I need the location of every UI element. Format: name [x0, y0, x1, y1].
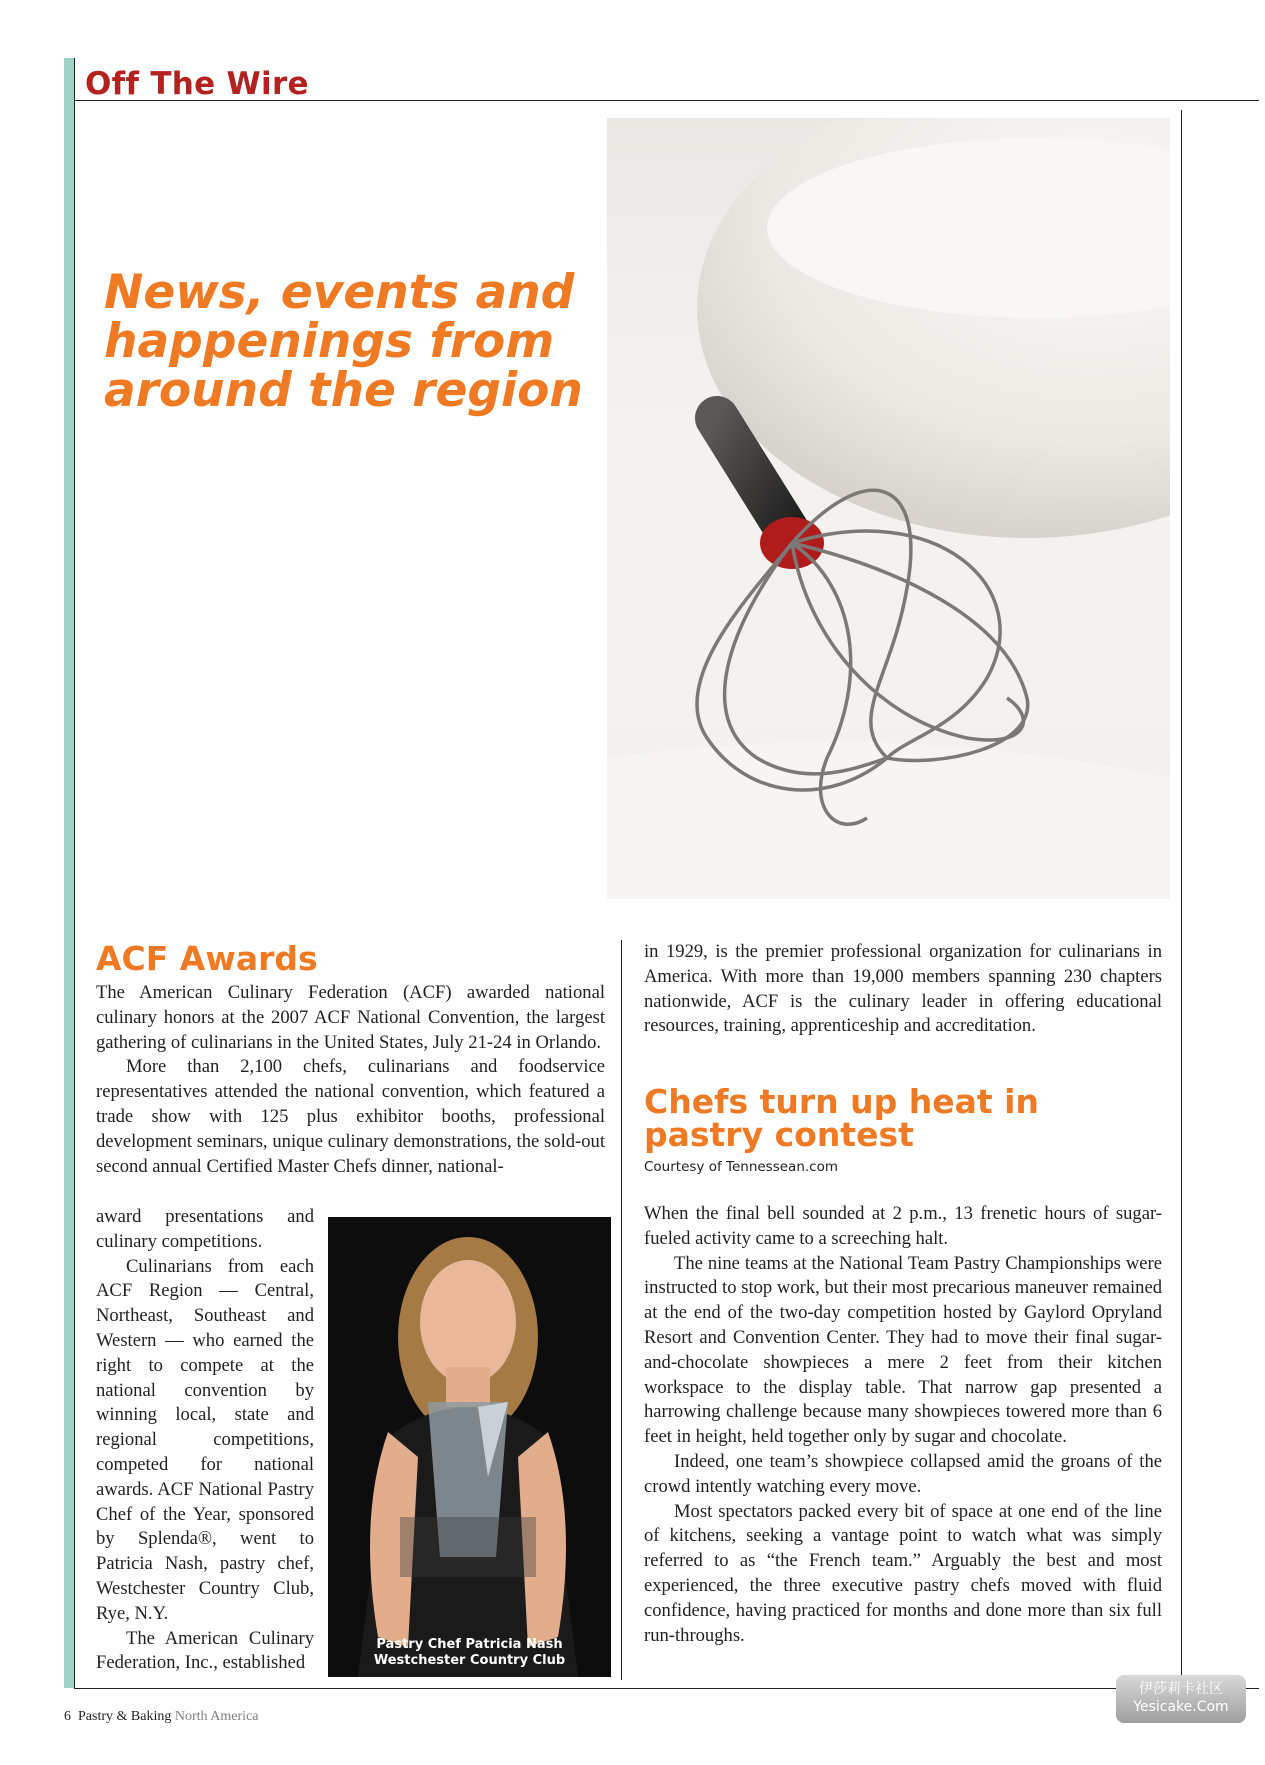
contest-heading-line-2: pastry contest [644, 1115, 914, 1154]
page-frame-left [74, 58, 75, 1688]
hero-line-2: happenings from [104, 314, 555, 369]
footer-rule [74, 1688, 1259, 1689]
contest-paragraph-3: Indeed, one team’s showpiece collapsed amid the groans of the crowd intently watching every move. [644, 1450, 1162, 1497]
hero-headline [104, 265, 604, 418]
watermark-line-1: 伊莎莉卡社区 [1139, 1681, 1223, 1697]
acf-paragraph-4-cont: in 1929, is the premier professional organization for culinarians in America. With more than 19,000 members spanning 230 chapters nationwide, ACF is the culinary leader in offering educational resources, training, apprenticeship and accreditation. [644, 941, 1162, 1037]
magazine-name: Pastry & Baking [78, 1709, 172, 1724]
acf-paragraph-2: More than 2,100 chefs, culinarians and foodservice representatives attended the national convention, which featured a trade show with 125 plus exhibitor booths, professional development seminars, unique culinary demonstrations, the sold-out second annual Certified Master Chefs dinner, national- [96, 1056, 605, 1177]
acf-article-narrow [96, 1205, 314, 1676]
caption-line-2: Westchester Country Club [373, 1653, 566, 1668]
acf-paragraph-3: Culinarians from each ACF Region — Central, Northeast, Southeast and Western — who earned the right to compete at the national convention by winning local, state and regional competitions, competed for national awards. ACF National Pastry Chef of the Year, sponsored by Splenda®, went to Patricia Nash, pastry chef, Westchester Country Club, Rye, N.Y. [96, 1255, 314, 1624]
hero-line-1: News, events and [104, 265, 575, 320]
contest-heading [644, 1082, 1039, 1154]
acf-article-continued [644, 940, 1162, 1039]
whisk-photo [607, 118, 1170, 899]
acf-article-top [96, 981, 605, 1179]
contest-heading-line-1: Chefs turn up heat in [644, 1082, 1039, 1121]
acf-paragraph-2-cont: award presentations and culinary competitions. [96, 1206, 314, 1252]
contest-paragraph-1: When the final bell sounded at 2 p.m., 13 frenetic hours of sugar-fueled activity came to a screeching halt. [644, 1203, 1162, 1249]
contest-article [644, 1202, 1162, 1648]
site-watermark [1116, 1675, 1246, 1723]
page-number: 6 [64, 1709, 71, 1724]
right-rule [1181, 110, 1182, 1680]
magazine-region: North America [174, 1709, 259, 1724]
hero-line-3: around the region [104, 363, 583, 418]
page-frame-accent [64, 58, 74, 1688]
acf-paragraph-1: The American Culinary Federation (ACF) awarded national culinary honors at the 2007 ACF National Convention, the largest gathering of culinarians in the United States, July 21-24 in Orlando. [96, 982, 605, 1053]
contest-paragraph-4: Most spectators packed every bit of space at one end of the line of kitchens, seeking a vantage point to watch what was simply referred to as “the French team.” Arguably the best and most experienced, the three executive pastry chefs moved with fluid confidence, having practiced for months and done more than six full run-throughs. [644, 1500, 1162, 1646]
acf-paragraph-4: The American Culinary Federation, Inc., established [96, 1627, 314, 1674]
column-rule [621, 940, 622, 1680]
contest-credit: Courtesy of Tennessean.com [644, 1159, 839, 1175]
section-title: Off The Wire [85, 66, 309, 102]
watermark-line-2: Yesicake.Com [1133, 1699, 1229, 1715]
patricia-nash-photo [328, 1217, 611, 1677]
page-folio [64, 1709, 258, 1725]
contest-paragraph-2: The nine teams at the National Team Pastry Championships were instructed to stop work, but their most precarious maneuver remained at the end of the two-day competition hosted by Gaylord Opryland Resort and Convention Center. They had to move their final sugar-and-chocolate showpieces a mere 2 feet from their kitchen workspace to the display table. That narrow gap presented a harrowing challenge because many showpieces towered more than 6 feet in height, held together only by sugar and chocolate. [644, 1252, 1162, 1448]
acf-awards-heading: ACF Awards [96, 939, 318, 978]
caption-line-1: Pastry Chef Patricia Nash [376, 1637, 563, 1652]
photo-caption [328, 1637, 611, 1669]
